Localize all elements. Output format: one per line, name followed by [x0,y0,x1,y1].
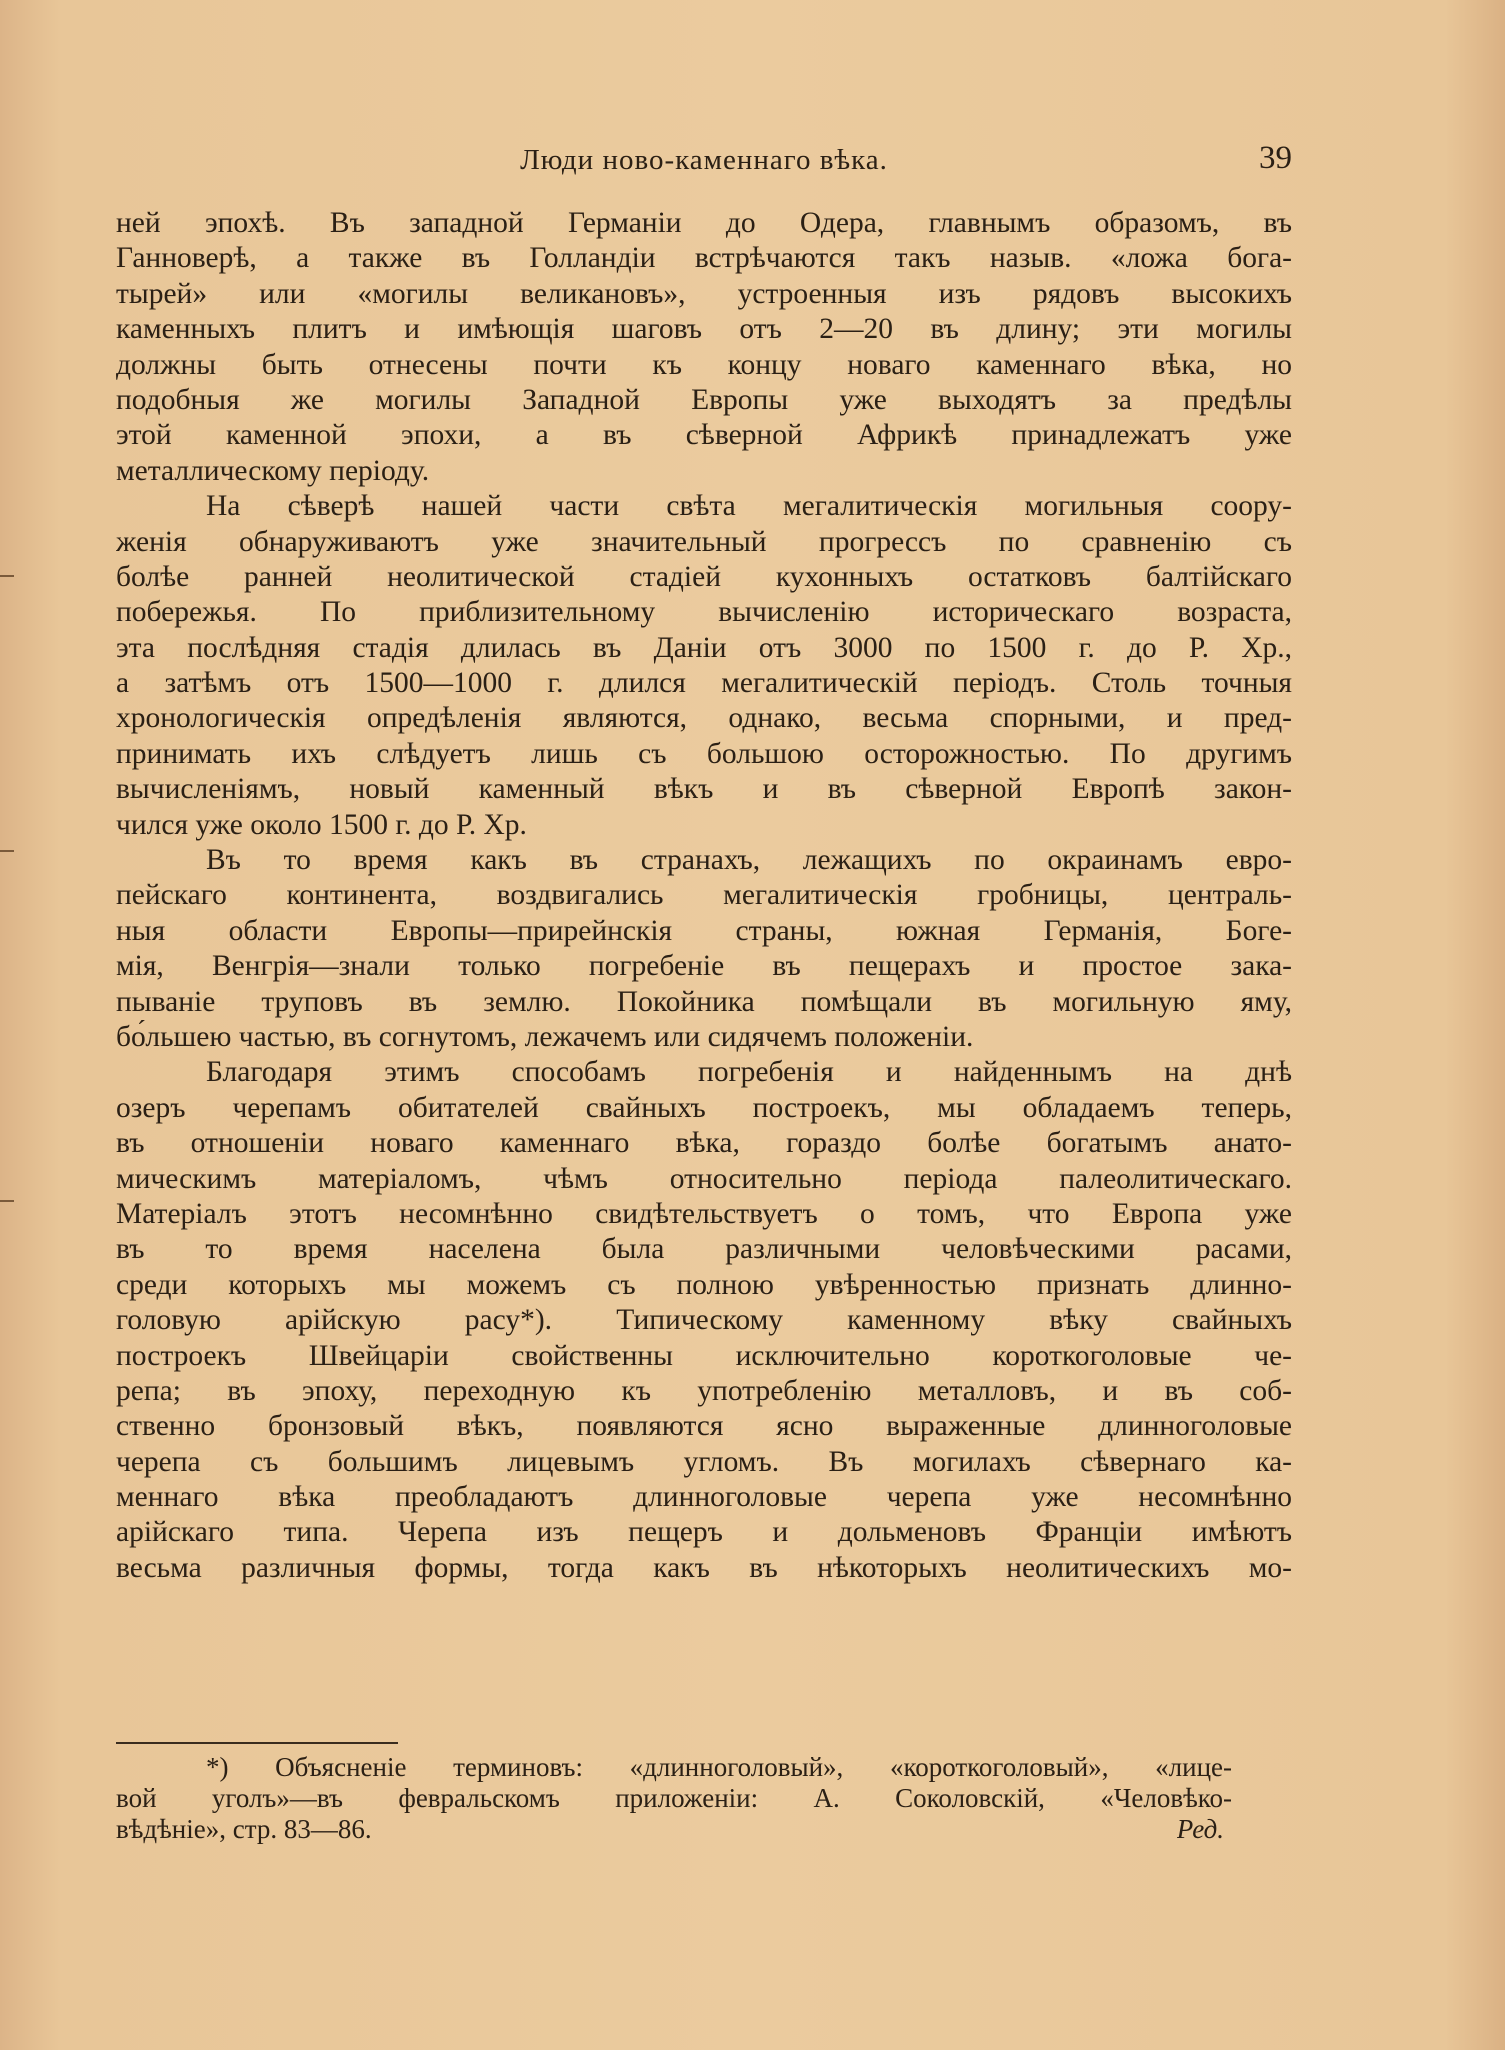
footnote [116,1752,1232,1845]
footnote-line: *) Объясненіе терминовъ: «длинноголовый», «короткоголовый», «лице- [206,1752,1232,1782]
page-title: Люди ново-каменнаго вѣка. [520,144,888,176]
margin-mark [0,850,14,852]
footnote-last-line [116,1814,1232,1845]
text-line: черепа съ большимъ лицевымъ угломъ. Въ могилахъ сѣвернаго ка- [116,1445,1292,1478]
text-line: пываніе труповъ въ землю. Покойника помѣщали въ могильную яму, [116,985,1292,1018]
text-line: меннаго вѣка преобладаютъ длинноголовые черепа уже несомнѣнно [116,1481,1292,1514]
text-line: вычисленіямъ, новый каменный вѣкъ и въ сѣверной Европѣ закон- [116,773,1292,806]
text-line: бо́льшею частью, въ согнутомъ, лежачемъ или сидячемъ положеніи. [116,1020,974,1053]
text-line: тырей» или «могилы великановъ», устроенныя изъ рядовъ высокихъ [116,277,1292,310]
text-line: мическимъ матеріаломъ, чѣмъ относительно періода палеолитическаго. [116,1162,1292,1195]
text-line: Ганноверѣ, а также въ Голландіи встрѣчаются такъ назыв. «ложа бога- [116,242,1292,275]
footnote-line: вой уголъ»—въ февральскомъ приложеніи: А. Соколовскій, «Человѣко- [116,1783,1232,1813]
text-line: Матеріалъ этотъ несомнѣнно свидѣтельствуетъ о томъ, что Европа уже [116,1197,1292,1230]
text-line: эта послѣдняя стадія длилась въ Даніи отъ 3000 по 1500 г. до Р. Хр., [116,631,1292,664]
footnote-line: вѣдѣніе», стр. 83—86. [116,1814,372,1844]
text-line: головую арійскую расу*). Типическому каменному вѣку свайныхъ [116,1304,1292,1337]
text-line: металлическому періоду. [116,454,430,487]
running-head [116,138,1292,182]
text-line: построекъ Швейцаріи свойственны исключительно короткоголовые че- [116,1339,1292,1372]
text-line: побережья. По приблизительному вычисленію историческаго возраста, [116,596,1292,629]
body-text [116,206,1292,1586]
text-line: ней эпохѣ. Въ западной Германіи до Одера, главнымъ образомъ, въ [116,207,1292,239]
margin-mark [0,575,14,577]
text-line: въ то время населена была различными человѣческими расами, [116,1233,1292,1266]
text-line: женія обнаруживаютъ уже значительный прогрессъ по сравненію съ [116,525,1292,558]
text-line: ственно бронзовый вѣкъ, появляются ясно выраженные длинноголовые [116,1410,1292,1443]
text-line: этой каменной эпохи, а въ сѣверной Африкѣ принадлежатъ уже [116,419,1292,452]
text-line: пейскаго континента, воздвигались мегалитическія гробницы, централь- [116,879,1292,912]
text-line: Благодаря этимъ способамъ погребенія и найденнымъ на днѣ [206,1056,1292,1089]
margin-mark [0,1200,14,1202]
text-line: подобныя же могилы Западной Европы уже выходятъ за предѣлы [116,383,1292,416]
text-line: а затѣмъ отъ 1500—1000 г. длился мегалитическій періодъ. Столь точныя [116,667,1292,700]
text-line: ныя области Европы—прирейнскія страны, южная Германія, Боге- [116,914,1292,947]
text-line: весьма различныя формы, тогда какъ въ нѣкоторыхъ неолитическихъ мо- [116,1551,1292,1584]
text-line: среди которыхъ мы можемъ съ полною увѣренностью признать длинно- [116,1268,1292,1301]
text-line: хронологическія опредѣленія являются, однако, весьма спорными, и пред- [116,702,1292,735]
page-number: 39 [1259,140,1292,176]
text-line: мія, Венгрія—знали только погребеніе въ пещерахъ и простое зака- [116,950,1292,983]
text-line: На сѣверѣ нашей части свѣта мегалитическія могильныя соору- [206,490,1292,523]
text-line: репа; въ эпоху, переходную къ употребленію металловъ, и въ соб- [116,1374,1292,1407]
text-line: арійскаго типа. Черепа изъ пещеръ и дольменовъ Франціи имѣютъ [116,1516,1292,1549]
text-line: въ отношеніи новаго каменнаго вѣка, гораздо болѣе богатымъ анато- [116,1127,1292,1160]
text-line: Въ то время какъ въ странахъ, лежащихъ по окраинамъ евро- [206,844,1292,877]
editor-mark: Ред. [1176,1814,1224,1844]
text-line: болѣе ранней неолитической стадіей кухонныхъ остатковъ балтійскаго [116,560,1292,593]
footnote-divider [116,1742,398,1744]
text-line: должны быть отнесены почти къ концу новаго каменнаго вѣка, но [116,348,1292,381]
text-line: принимать ихъ слѣдуетъ лишь съ большою осторожностью. По другимъ [116,737,1292,770]
text-line: озеръ черепамъ обитателей свайныхъ построекъ, мы обладаемъ теперь, [116,1091,1292,1124]
text-line: каменныхъ плитъ и имѣющія шаговъ отъ 2—20 въ длину; эти могилы [116,313,1292,346]
text-line: чился уже около 1500 г. до Р. Хр. [116,808,527,841]
